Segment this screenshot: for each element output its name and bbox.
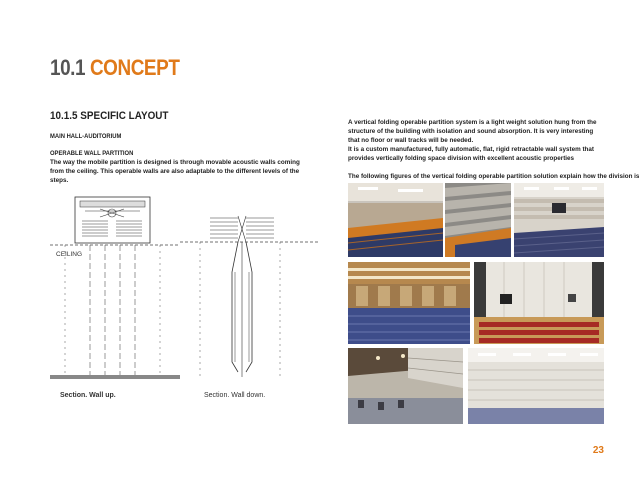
left-paragraph: The way the mobile partition is designed is through movable acoustic walls coming from the ceiling. This operable walls are also adaptable to the different levels of the steps.: [50, 159, 300, 184]
title-number: 10.1: [50, 55, 86, 80]
page-title: [50, 55, 179, 81]
photo-hall-red-seats: [474, 262, 604, 344]
right-paragraph-2: It is a custom manufactured, fully automatic, flat, rigid retractable wall system that provides vertically folding space division with excellent acoustic properties: [348, 146, 594, 162]
photo-auditorium-wall-closing: [348, 183, 443, 257]
photo-auditorium-seats: [348, 262, 470, 344]
ceiling-label: CEILING: [56, 251, 83, 258]
title-word: CONCEPT: [89, 55, 180, 80]
page-number: 23: [592, 445, 604, 456]
caption-wall-up: Section. Wall up.: [60, 392, 116, 399]
photo-auditorium-wide: [514, 183, 604, 257]
subheading-operable-partition: OPERABLE WALL PARTITION: [50, 150, 134, 157]
section-heading: 10.1.5 SPECIFIC LAYOUT: [50, 110, 169, 122]
right-paragraph-3: The following figures of the vertical folding operable partition solution explain how the division is: [348, 173, 639, 180]
section-wall-down-drawing: [180, 212, 320, 390]
section-wall-up-drawing: [50, 195, 180, 390]
photo-auditorium-wall-panels: [445, 183, 511, 257]
right-paragraph-1: A vertical folding operable partition system is a light weight solution hung from the structure of the building with isolation and sound absorption. It is very interesting that no floor or wall tracks will be needed.: [348, 119, 597, 144]
photo-hall-ceiling-panels: [348, 348, 463, 424]
subheading-main-hall: MAIN HALL-AUDITORIUM: [50, 133, 122, 140]
caption-wall-down: Section. Wall down.: [204, 392, 266, 399]
photo-hall-wall-lowered: [468, 348, 604, 424]
